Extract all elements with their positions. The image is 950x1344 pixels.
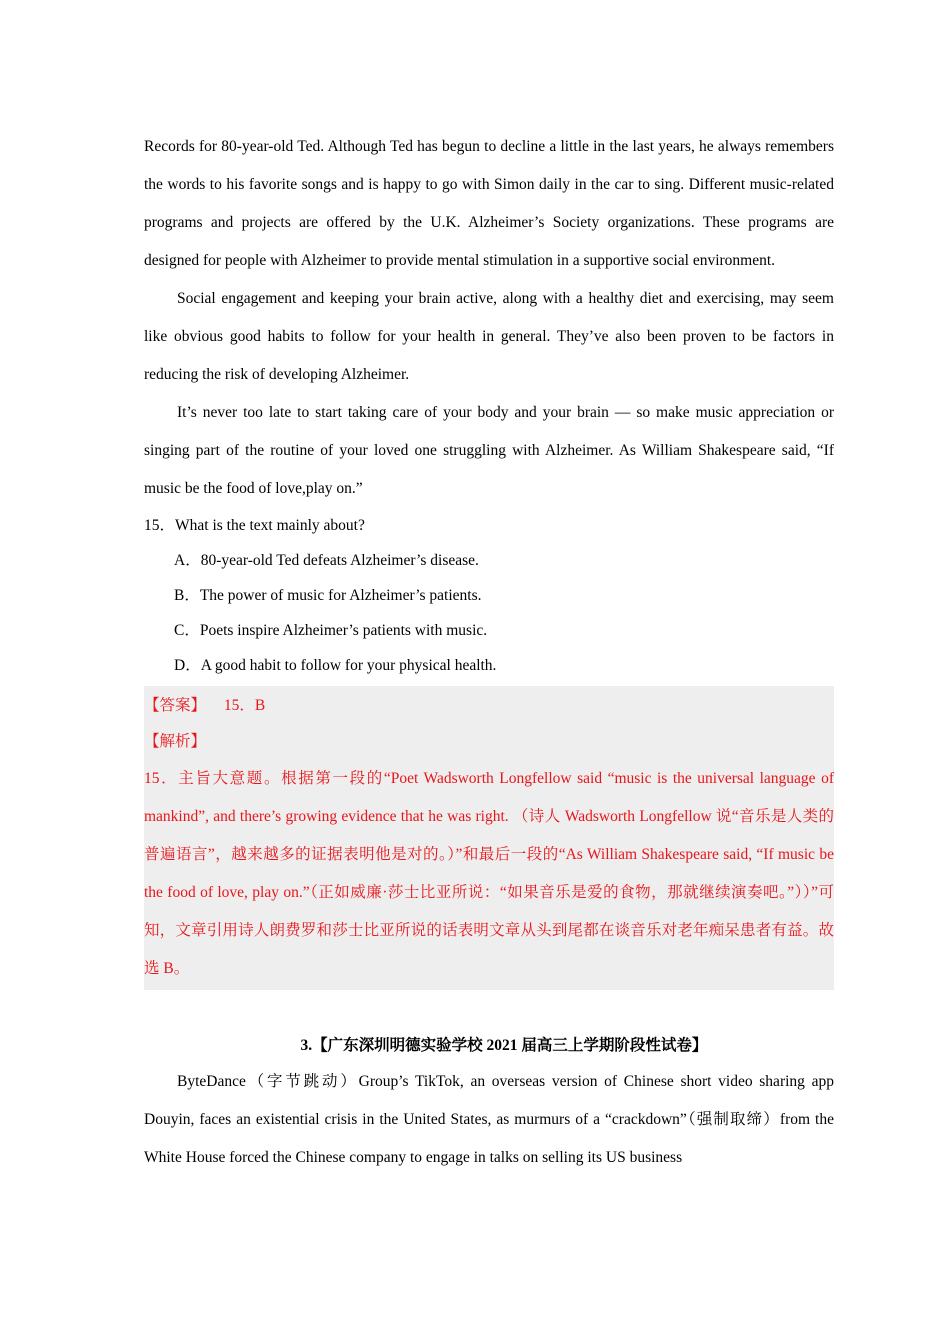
passage-paragraph-3: It’s never too late to start taking care of your body and your brain — so make music appreciation or singing part of the routine of your loved one struggling with Alzheimer. As William Shakespeare said, “If music be the food of love,play on.” <box>144 404 834 497</box>
document-content <box>144 128 834 1177</box>
section-heading: 3.【广东深圳明德实验学校 2021 届高三上学期阶段性试卷】 <box>300 1037 708 1054</box>
passage-paragraph-1: Records for 80-year-old Ted. Although Ted has begun to decline a little in the last years, he always remembers the words to his favorite songs and is happy to go with Simon daily in the car to sing. Different music-related programs and projects are offered by the U.K. Alzheimer’s Society organizations. These programs are designed for people with Alzheimer to provide mental stimulation in a supportive social environment. <box>144 138 834 269</box>
spacer <box>144 990 834 1028</box>
answer-label: 【答案】 <box>144 697 207 714</box>
answer-value: 15．B <box>223 697 266 714</box>
option-b: B．The power of music for Alzheimer’s patients. <box>174 587 482 604</box>
question-stem: 15．What is the text mainly about? <box>144 517 365 534</box>
option-a: A．80-year-old Ted defeats Alzheimer’s disease. <box>174 552 479 569</box>
option-c: C．Poets inspire Alzheimer’s patients with music. <box>174 622 488 639</box>
option-d: D．A good habit to follow for your physical health. <box>174 657 497 674</box>
section-paragraph: ByteDance（字节跳动）Group’s TikTok, an overseas version of Chinese short video sharing app Douyin, faces an existential crisis in the United States, as murmurs of a “crackdown”（强制取缔）from the White House forced the Chinese company to engage in talks on selling its US business <box>144 1073 834 1166</box>
analysis-label: 【解析】 <box>144 733 207 750</box>
analysis-text: 15．主旨大意题。根据第一段的“Poet Wadsworth Longfellow said “music is the universal language of mankind”, and there’s growing evidence that he was right. （诗人 Wadsworth Longfellow 说“音乐是人类的普遍语言”，越来越多的证据表明他是对的。）”和最后一段的“As William Shakespeare said, “If music be the food of love, play on.”（正如威廉·莎士比亚所说：“如果音乐是爱的食物，那就继续演奏吧。”））”可知，文章引用诗人朗费罗和莎士比亚所说的话表明文章从头到尾都在谈音乐对老年痴呆患者有益。故选 B。 <box>144 770 834 977</box>
answer-box <box>144 686 834 990</box>
passage-paragraph-2: Social engagement and keeping your brain active, along with a healthy diet and exercising, may seem like obvious good habits to follow for your health in general. They’ve also been proven to be factors in reducing the risk of developing Alzheimer. <box>144 290 834 383</box>
answer-line <box>144 688 834 724</box>
